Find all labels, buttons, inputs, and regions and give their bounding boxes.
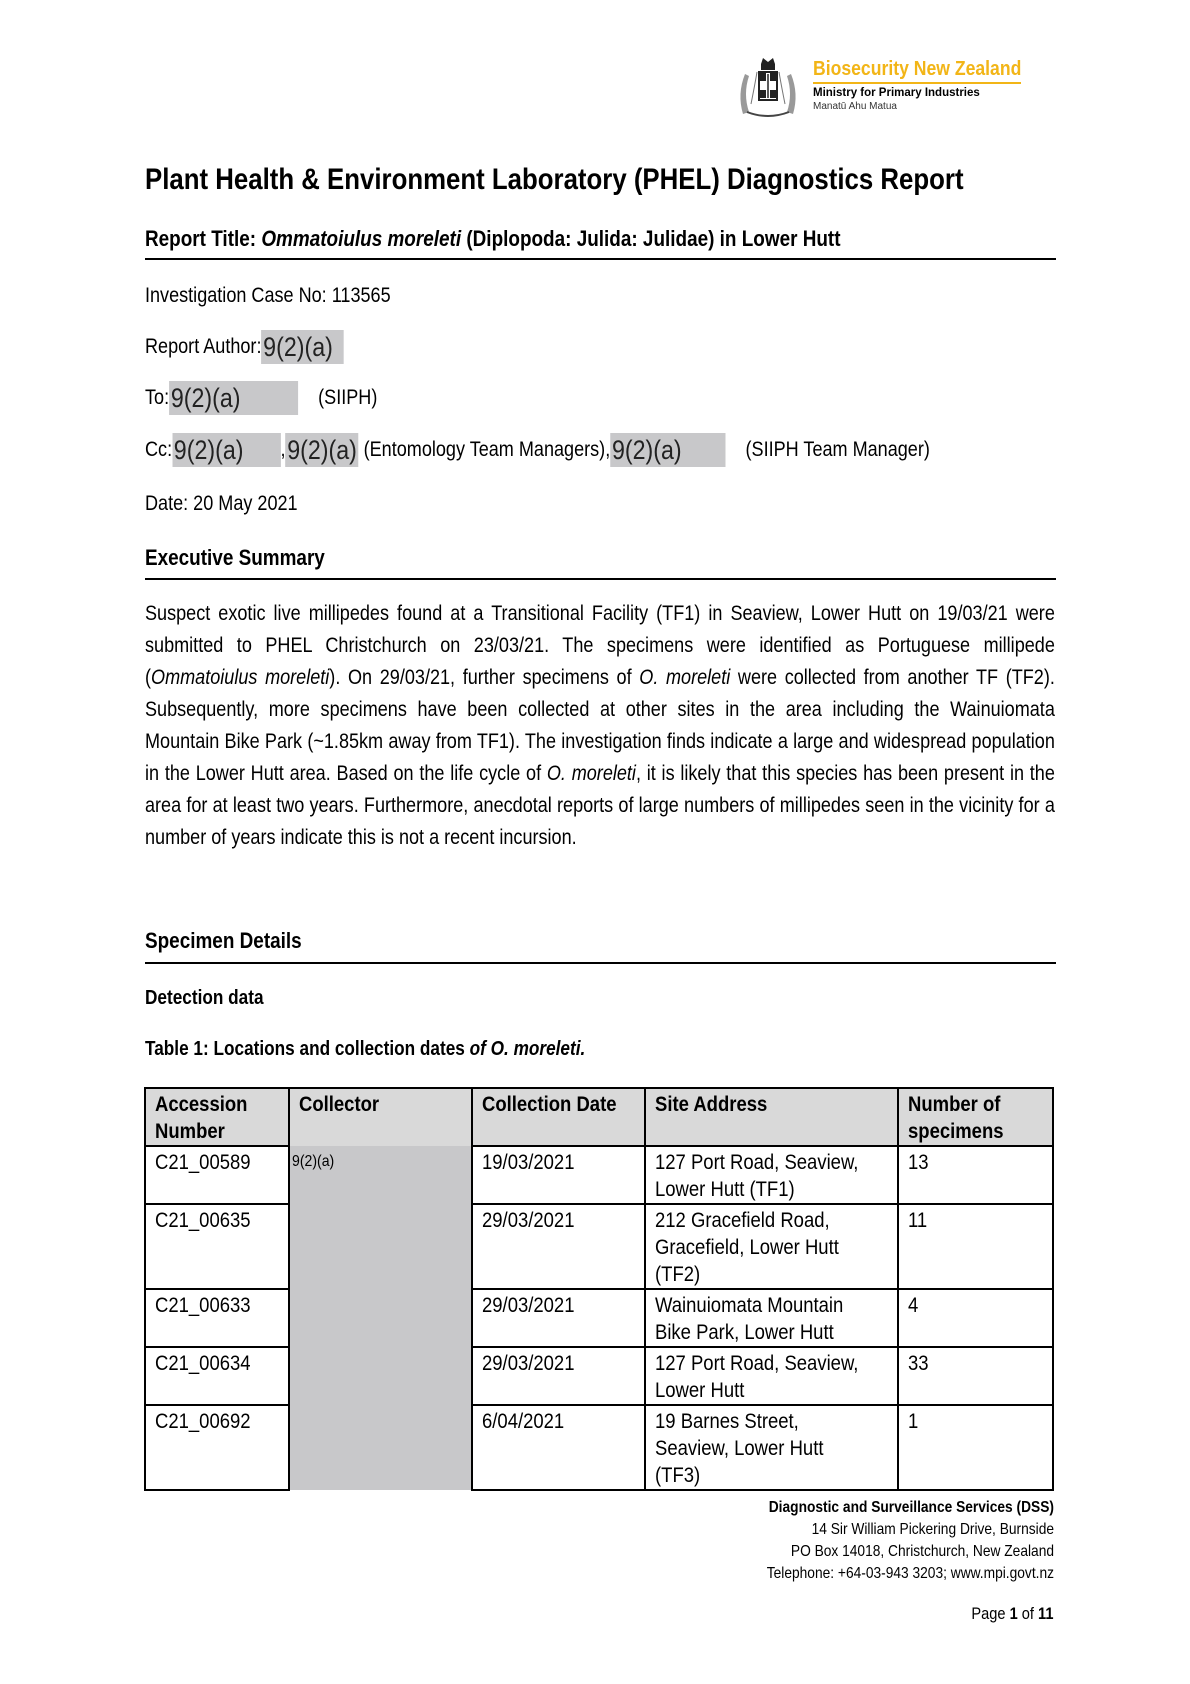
redacted-cc-2: 9(2)(a) (287, 435, 357, 465)
executive-summary-heading: Executive Summary (145, 545, 325, 570)
table-caption: Table 1: Locations and collection dates of O. moreleti. (145, 1038, 586, 1060)
collector-redacted (289, 1347, 473, 1405)
cc-line: Cc:9(2)(a) ,9(2)(a) (Entomology Team Managers),9(2)(a) (SIIPH Team Manager) (145, 435, 930, 465)
redacted-cc-3: 9(2)(a) (610, 433, 725, 467)
title-divider (145, 258, 1056, 260)
header-date: Collection Date (472, 1088, 645, 1146)
site-address: 127 Port Road, Seaview, Lower Hutt (TF1) (645, 1146, 898, 1204)
collection-date: 19/03/2021 (472, 1146, 645, 1204)
site-address: 19 Barnes Street, Seaview, Lower Hutt (TF3) (645, 1405, 898, 1490)
collection-date: 29/03/2021 (472, 1289, 645, 1347)
specimen-details-divider (145, 962, 1056, 964)
specimen-count: 33 (898, 1347, 1053, 1405)
collector-redacted: 9(2)(a) (289, 1146, 473, 1204)
table-row (145, 1347, 1053, 1405)
report-date: Date: 20 May 2021 (145, 492, 298, 515)
footer-address-1: 14 Sir William Pickering Drive, Burnside (811, 1521, 1054, 1538)
site-address: Wainuiomata Mountain Bike Park, Lower Hutt (645, 1289, 898, 1347)
accession-number: C21_00635 (145, 1204, 289, 1289)
brand-underline (813, 82, 1021, 84)
header-address: Site Address (645, 1088, 898, 1146)
specimen-count: 1 (898, 1405, 1053, 1490)
table-row (145, 1289, 1053, 1347)
report-title: Report Title: Ommatoiulus moreleti (Diplopoda: Julida: Julidae) in Lower Hutt (145, 226, 841, 251)
specimen-count: 13 (898, 1146, 1053, 1204)
footer-address-2: PO Box 14018, Christchurch, New Zealand (790, 1543, 1054, 1560)
recipient-line: To:9(2)(a) (SIIPH) (145, 383, 378, 413)
table-row (145, 1146, 1053, 1204)
specimen-count: 4 (898, 1289, 1053, 1347)
collector-redacted (289, 1405, 473, 1490)
site-address: 127 Port Road, Seaview, Lower Hutt (645, 1347, 898, 1405)
header-count: Number of specimens (898, 1088, 1053, 1146)
specimen-table (144, 1087, 1054, 1491)
page-number: Page 1 of 11 (971, 1604, 1054, 1623)
redacted-recipient: 9(2)(a) (169, 381, 298, 415)
collection-date: 29/03/2021 (472, 1204, 645, 1289)
redacted-author: 9(2)(a) (261, 330, 344, 364)
collector-redacted (289, 1289, 473, 1347)
page-title: Plant Health & Environment Laboratory (PHEL) Diagnostics Report (145, 163, 964, 196)
accession-number: C21_00633 (145, 1289, 289, 1347)
footer-address (720, 1497, 1054, 1585)
executive-summary-divider (145, 578, 1056, 580)
collection-date: 29/03/2021 (472, 1347, 645, 1405)
accession-number: C21_00634 (145, 1347, 289, 1405)
detection-data-subheading: Detection data (145, 987, 264, 1009)
footer-org: Diagnostic and Surveillance Services (DSS) (768, 1499, 1054, 1516)
table-row (145, 1405, 1053, 1490)
redacted-cc-1: 9(2)(a) (172, 433, 280, 467)
report-author: Report Author:9(2)(a) (145, 330, 376, 364)
brand-name: Biosecurity New Zealand (813, 58, 1022, 80)
specimen-count: 11 (898, 1204, 1053, 1289)
nz-coat-of-arms-icon (735, 54, 801, 120)
accession-number: C21_00692 (145, 1405, 289, 1490)
executive-summary-text: Suspect exotic live millipedes found at a Transitional Facility (TF1) in Seaview, Lower Hutt on 19/03/21 were submitted to PHEL Christchurch on 23/03/21. The specimens were identified as Portuguese millipede (Ommatoiulus moreleti). On 29/03/21, further specimens of O. moreleti were collected from another TF (TF2). Subsequently, more specimens have been collected at other sites in the area including the Wainuiomata Mountain Bike Park (~1.85km away from TF1). The investigation finds indicate a large and widespread population in the Lower Hutt area. Based on the life cycle of O. moreleti, it is likely that this species has been present in the area for at least two years. Furthermore, anecdotal reports of large numbers of millipedes seen in the vicinity for a number of years indicate this is not a recent incursion. (145, 602, 1055, 849)
site-address: 212 Gracefield Road, Gracefield, Lower Hutt (TF2) (645, 1204, 898, 1289)
table-row (145, 1204, 1053, 1289)
header-accession: Accession Number (145, 1088, 289, 1146)
accession-number: C21_00589 (145, 1146, 289, 1204)
case-number: Investigation Case No: 113565 (145, 284, 391, 307)
ministry-name: Ministry for Primary Industries (813, 87, 980, 99)
collector-redacted (289, 1204, 473, 1289)
table-header-row (145, 1088, 1053, 1146)
specimen-details-heading: Specimen Details (145, 928, 302, 953)
collection-date: 6/04/2021 (472, 1405, 645, 1490)
header-collector: Collector (289, 1088, 473, 1146)
maori-name: Manatū Ahu Matua (813, 101, 897, 112)
mpi-logo (735, 54, 1065, 124)
footer-contact: Telephone: +64-03-943 3203; www.mpi.govt.nz (766, 1565, 1054, 1582)
